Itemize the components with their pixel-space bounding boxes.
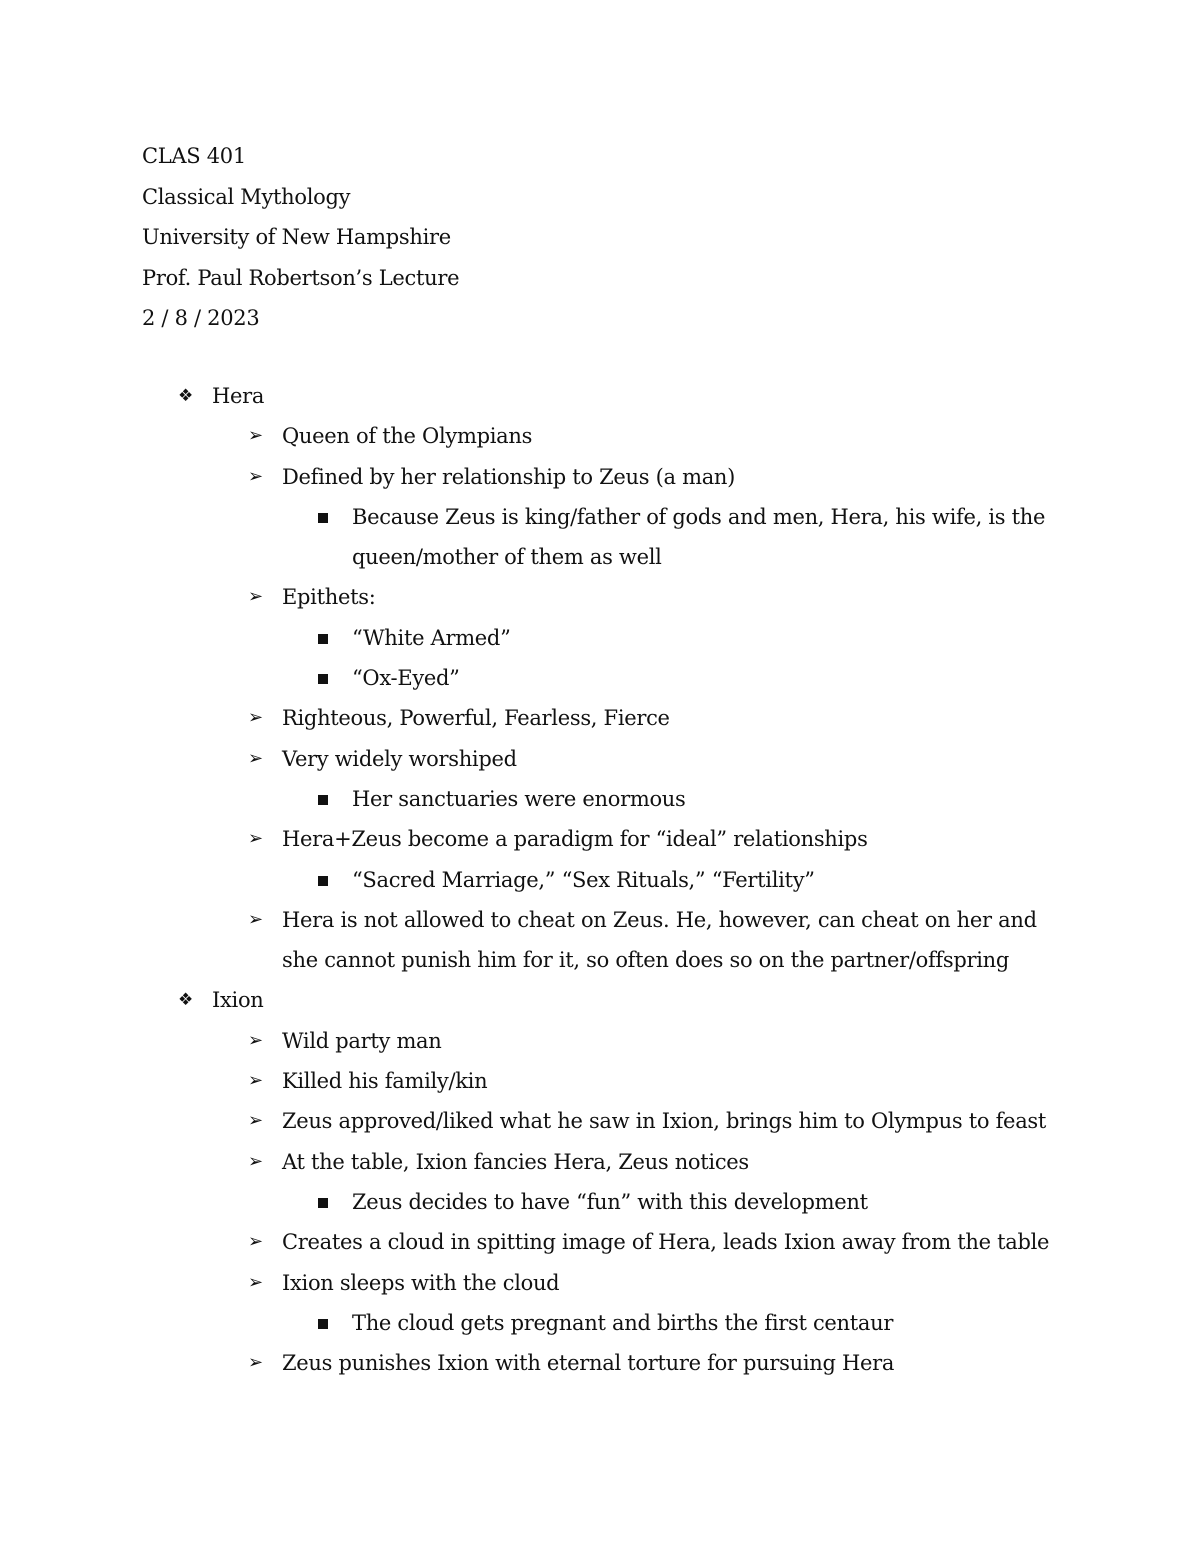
square-bullet-icon [318, 1182, 342, 1224]
list-item-text: Hera+Zeus become a paradigm for “ideal” relationships [282, 827, 868, 852]
list-item-text: Killed his family/kin [282, 1069, 488, 1094]
arrow-bullet-icon: ➢ [248, 1231, 263, 1253]
university-name: University of New Hampshire [142, 225, 451, 249]
list-item [0, 1343, 1200, 1383]
lecture-name: Prof. Paul Robertson’s Lecture [142, 265, 460, 290]
list-item-text: “White Armed” [352, 625, 511, 650]
list-item [0, 577, 1200, 617]
list-item [0, 1222, 1200, 1262]
section-title: Ixion [212, 988, 264, 1013]
list-item [0, 416, 1200, 456]
list-item [0, 1263, 1200, 1303]
list-item [0, 618, 1200, 658]
arrow-bullet-icon: ➢ [248, 586, 263, 608]
list-item [0, 1101, 1200, 1141]
list-item [0, 1182, 1200, 1222]
list-item-text: Ixion sleeps with the cloud [282, 1270, 560, 1295]
list-item-text: Zeus approved/liked what he saw in Ixion, brings him to Olympus to feast [282, 1109, 1047, 1134]
arrow-bullet-icon: ➢ [248, 747, 263, 769]
square-bullet-icon [318, 618, 342, 660]
list-item [0, 698, 1200, 738]
outline-item-ixion [0, 980, 1200, 1020]
arrow-bullet-icon: ➢ [248, 1110, 263, 1132]
notes-outline [0, 376, 1200, 1383]
arrow-bullet-icon: ➢ [248, 1271, 263, 1293]
square-bullet-icon [318, 1303, 342, 1345]
arrow-bullet-icon: ➢ [248, 1070, 263, 1092]
list-item-text: “Ox-Eyed” [352, 666, 460, 691]
list-item-text: Zeus punishes Ixion with eternal torture for pursuing Hera [282, 1351, 895, 1376]
course-title: Classical Mythology [142, 184, 351, 209]
document-header [142, 136, 459, 339]
list-item [0, 497, 1200, 537]
list-item-text: queen/mother of them as well [352, 545, 662, 570]
list-item-text: The cloud gets pregnant and births the first centaur [352, 1310, 894, 1335]
outline-item-hera [0, 376, 1200, 416]
diamond-bullet-icon: ❖ [178, 386, 193, 406]
list-item-text: Wild party man [282, 1028, 442, 1053]
list-item [0, 1061, 1200, 1101]
arrow-bullet-icon: ➢ [248, 425, 263, 447]
list-item-text: Queen of the Olympians [282, 424, 533, 449]
list-item-text: At the table, Ixion fancies Hera, Zeus notices [282, 1149, 749, 1174]
square-bullet-icon [318, 497, 342, 539]
list-item [0, 819, 1200, 859]
list-item [0, 900, 1200, 940]
arrow-bullet-icon: ➢ [248, 1352, 263, 1374]
list-item-text: Righteous, Powerful, Fearless, Fierce [282, 706, 670, 731]
arrow-bullet-icon: ➢ [248, 1029, 263, 1051]
list-item [0, 1142, 1200, 1182]
list-item-text: Her sanctuaries were enormous [352, 786, 686, 811]
arrow-bullet-icon: ➢ [248, 707, 263, 729]
list-item [0, 779, 1200, 819]
course-code: CLAS 401 [142, 144, 246, 168]
diamond-bullet-icon: ❖ [178, 990, 193, 1011]
list-item-continuation [0, 537, 1200, 577]
arrow-bullet-icon: ➢ [248, 1150, 263, 1172]
square-bullet-icon [318, 779, 342, 821]
list-item [0, 457, 1200, 497]
list-item-text: Zeus decides to have “fun” with this development [352, 1189, 868, 1214]
section-title: Hera [212, 384, 265, 408]
arrow-bullet-icon: ➢ [248, 828, 263, 850]
list-item-text: Hera is not allowed to cheat on Zeus. He, however, can cheat on her and [282, 907, 1037, 932]
list-item-text: Creates a cloud in spitting image of Hera, leads Ixion away from the table [282, 1230, 1050, 1255]
lecture-date: 2 / 8 / 2023 [142, 306, 260, 330]
list-item [0, 739, 1200, 779]
list-item [0, 860, 1200, 900]
arrow-bullet-icon: ➢ [248, 908, 263, 930]
list-item-text: Very widely worshiped [282, 746, 517, 771]
list-item [0, 1021, 1200, 1061]
list-item-text: “Sacred Marriage,” “Sex Rituals,” “Fertility” [352, 867, 815, 892]
list-item-text: she cannot punish him for it, so often does so on the partner/offspring [282, 948, 1010, 973]
list-item-text: Epithets: [282, 585, 376, 610]
list-item [0, 658, 1200, 698]
square-bullet-icon [318, 658, 342, 700]
list-item-text: Defined by her relationship to Zeus (a man) [282, 464, 736, 489]
list-item-text: Because Zeus is king/father of gods and men, Hera, his wife, is the [352, 504, 1046, 529]
list-item [0, 1303, 1200, 1343]
arrow-bullet-icon: ➢ [248, 465, 263, 487]
square-bullet-icon [318, 860, 342, 902]
list-item-continuation [0, 940, 1200, 980]
